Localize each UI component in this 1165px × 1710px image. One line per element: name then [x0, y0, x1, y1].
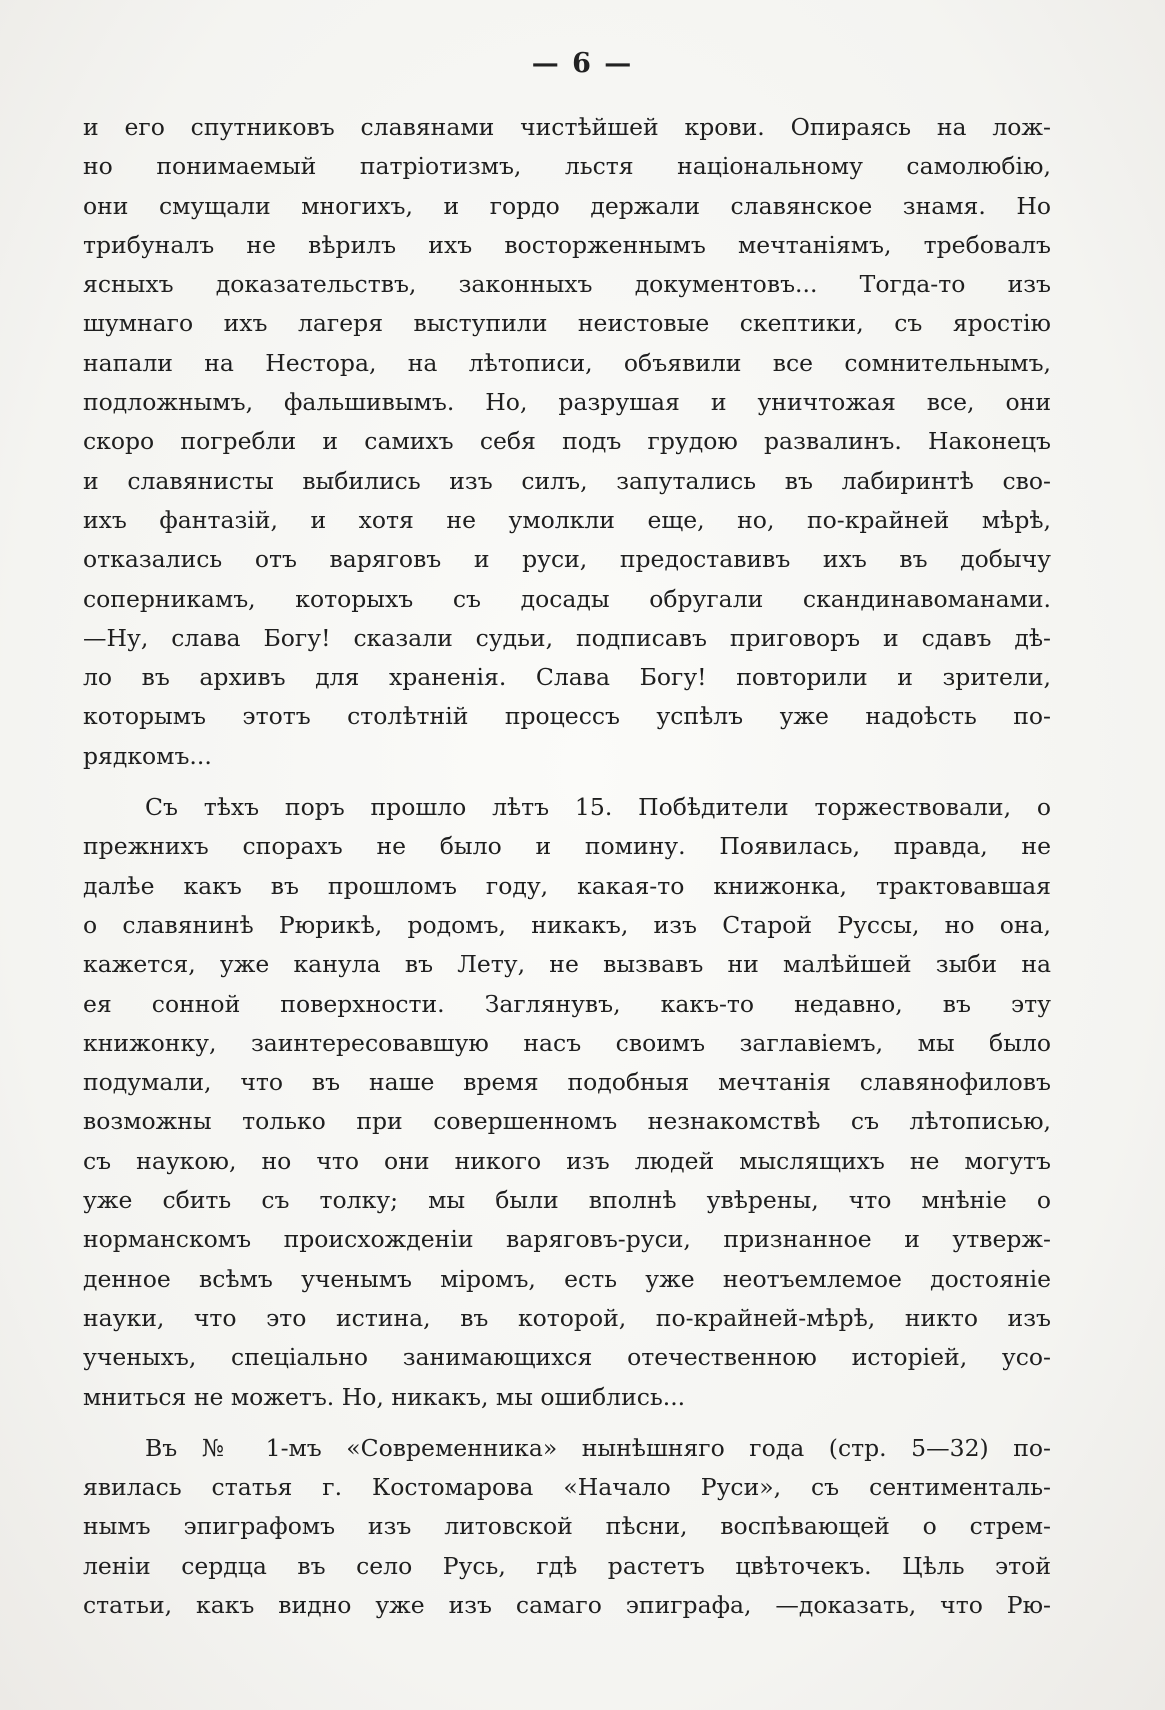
text-line: ученыхъ, спеціально занимающихся отечественною исторіей, усо- — [83, 1343, 1051, 1372]
text-line: соперникамъ, которыхъ съ досады обругали скандинавоманами. — [83, 584, 1051, 613]
text-line: леніи сердца въ село Русь, гдѣ растетъ цвѣточекъ. Цѣль этой — [83, 1551, 1051, 1580]
page-number: — 6 — — [531, 48, 634, 79]
text-line: но понимаемый патріотизмъ, льстя національному самолюбію, — [83, 152, 1051, 181]
paragraph-2 — [83, 788, 1051, 1417]
text-line: возможны только при совершенномъ незнакомствѣ съ лѣтописью, — [83, 1107, 1051, 1136]
text-line: съ наукою, но что они никого изъ людей мыслящихъ не могутъ — [83, 1146, 1051, 1175]
text-line: книжонку, заинтересовавшую насъ своимъ заглавіемъ, мы было — [83, 1028, 1051, 1057]
text-line: статьи, какъ видно уже изъ самаго эпиграфа, —доказать, что Рю- — [83, 1590, 1051, 1619]
text-line: трибуналъ не вѣрилъ ихъ восторженнымъ мечтаніямъ, требовалъ — [83, 230, 1051, 259]
text-line: прежнихъ спорахъ не было и помину. Появилась, правда, не — [83, 832, 1051, 861]
text-line: ло въ архивъ для храненія. Слава Богу! повторили и зрители, — [83, 663, 1051, 692]
text-line: и славянисты выбились изъ силъ, запутались въ лабиринтѣ сво- — [83, 466, 1051, 495]
text-line: ихъ фантазій, и хотя не умолкли еще, но, по-крайней мѣрѣ, — [83, 505, 1051, 534]
text-line: шумнаго ихъ лагеря выступили неистовые скептики, съ яростію — [83, 309, 1051, 338]
text-line: нымъ эпиграфомъ изъ литовской пѣсни, воспѣвающей о стрем- — [83, 1512, 1051, 1541]
text-line: подложнымъ, фальшивымъ. Но, разрушая и уничтожая все, они — [83, 388, 1051, 417]
text-line: Съ тѣхъ поръ прошло лѣтъ 15. Побѣдители торжествовали, о — [145, 793, 1051, 822]
text-line: уже сбить съ толку; мы были вполнѣ увѣрены, что мнѣніе о — [83, 1186, 1051, 1215]
text-line: о славянинѣ Рюрикѣ, родомъ, никакъ, изъ Старой Руссы, но она, — [83, 910, 1051, 939]
text-line: ея сонной поверхности. Заглянувъ, какъ-то недавно, въ эту — [83, 989, 1051, 1018]
text-line: Въ № 1-мъ «Современника» нынѣшняго года (стр. 5—32) по- — [145, 1433, 1051, 1462]
paragraph-1 — [83, 108, 1051, 776]
text-line: которымъ этотъ столѣтній процессъ успѣлъ уже надоѣсть по- — [83, 702, 1051, 731]
text-line: они смущали многихъ, и гордо держали славянское знамя. Но — [83, 191, 1051, 220]
text-line: явилась статья г. Костомарова «Начало Руси», съ сентименталь- — [83, 1473, 1051, 1502]
text-line: денное всѣмъ ученымъ міромъ, есть уже неотъемлемое достояніе — [83, 1264, 1051, 1293]
text-line: кажется, уже канула въ Лету, не вызвавъ ни малѣйшей зыби на — [83, 950, 1051, 979]
text-line: науки, что это истина, въ которой, по-крайней-мѣрѣ, никто изъ — [83, 1303, 1051, 1332]
text-line: напали на Нестора, на лѣтописи, объявили все сомнительнымъ, — [83, 348, 1051, 377]
text-line: ясныхъ доказательствъ, законныхъ документовъ... Тогда-то изъ — [83, 270, 1051, 299]
paragraph-gap — [83, 776, 1051, 788]
text-line: отказались отъ варяговъ и руси, предоставивъ ихъ въ добычу — [83, 545, 1051, 574]
text-line: рядкомъ... — [83, 741, 212, 770]
text-line: далѣе какъ въ прошломъ году, какая-то книжонка, трактовавшая — [83, 871, 1051, 900]
text-line: подумали, что въ наше время подобныя мечтанія славянофиловъ — [83, 1068, 1051, 1097]
paragraph-gap — [83, 1417, 1051, 1429]
body-text — [83, 108, 1051, 1625]
text-line: —Ну, слава Богу! сказали судьи, подписавъ приговоръ и сдавъ дѣ- — [83, 623, 1051, 652]
text-line: и его спутниковъ славянами чистѣйшей крови. Опираясь на лож- — [83, 113, 1051, 141]
paragraph-3 — [83, 1429, 1051, 1625]
text-line: мниться не можетъ. Но, никакъ, мы ошиблись... — [83, 1382, 686, 1411]
text-line: скоро погребли и самихъ себя подъ грудою развалинъ. Наконецъ — [83, 427, 1051, 456]
text-line: норманскомъ происхожденіи варяговъ-руси, признанное и утверж- — [83, 1225, 1051, 1254]
